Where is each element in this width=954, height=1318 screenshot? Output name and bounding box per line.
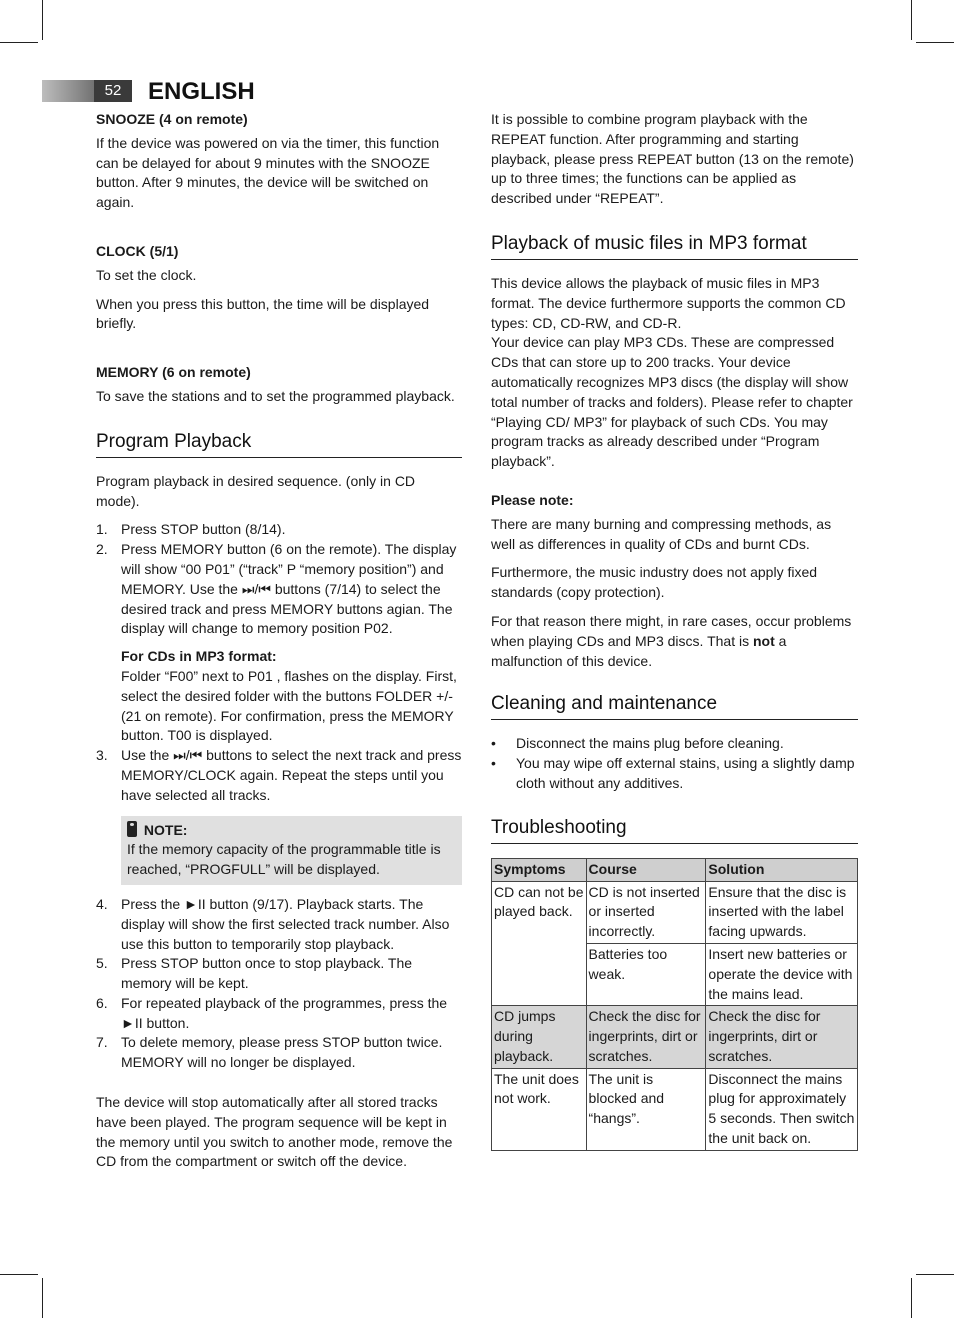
- step-number: 3.: [96, 747, 108, 764]
- step-number: 7.: [96, 1034, 108, 1051]
- crop-mark: [42, 1278, 43, 1318]
- list-item: [96, 540, 462, 746]
- mp3-sub-text: Folder “F00” next to P01 , flashes on the display. First, select the desired folder with the buttons FOLDER +/- (21 on remote). For confirmation, press the MEMORY button. T00 is displayed.: [121, 667, 457, 744]
- list-item: [96, 994, 462, 1034]
- note-3: For that reason there might, in rare cases, occur problems when playing CDs and MP3 discs. That is not a malfunction of this device.: [491, 612, 852, 669]
- step-number: 1.: [96, 521, 108, 538]
- solution-cell: Ensure that the disc is inserted with the label facing upwards.: [706, 881, 858, 943]
- course-cell: The unit is blocked and “hangs”.: [586, 1068, 706, 1150]
- mp3-heading: Playback of music files in MP3 format: [491, 232, 858, 260]
- clock-text-2: When you press this button, the time will be displayed briefly.: [96, 295, 430, 332]
- program-heading: Program Playback: [96, 430, 462, 458]
- symptom-cell: The unit does not work.: [492, 1068, 587, 1150]
- program-closing: The device will stop automatically after all stored tracks have been played. The program sequence will be kept in the memory until you switch to another mode, remove the CD from the compartment or switch off the device.: [96, 1094, 453, 1170]
- solution-cell: Disconnect the mains plug for approximately 5 seconds. Then switch the unit back on.: [706, 1068, 858, 1150]
- troubleshooting-heading: Troubleshooting: [491, 816, 858, 844]
- cleaning-heading: Cleaning and maintenance: [491, 692, 858, 720]
- clock-label: CLOCK (5/1): [96, 242, 179, 259]
- step-text: Press MEMORY button (6 on the remote). The display will show “00 P01” (“track” P “memory position”) and MEMORY. Use the ⏭/⏮ buttons (7/14) to select the desired track and press MEMORY buttons agian. The display will change to memory position P02.: [121, 541, 457, 637]
- list-item: [96, 895, 462, 954]
- page-number: 52: [94, 80, 132, 102]
- course-cell: Check the disc for ingerprints, dirt or scratches.: [586, 1006, 706, 1068]
- memory-text: To save the stations and to set the programmed playback.: [96, 387, 455, 404]
- step-number: 5.: [96, 955, 108, 972]
- language-title: ENGLISH: [148, 78, 255, 105]
- crop-mark: [42, 0, 43, 40]
- list-item: • You may wipe off external stains, using a slightly damp cloth without any additives.: [491, 754, 858, 794]
- course-cell: Batteries too weak.: [586, 943, 706, 1005]
- solution-cell: Check the disc for ingerprints, dirt or scratches.: [706, 1006, 858, 1068]
- table-row: [492, 1006, 858, 1068]
- symptom-cell: CD can not be played back.: [492, 881, 587, 1006]
- symptom-cell: CD jumps during playback.: [492, 1006, 587, 1068]
- list-item: • Disconnect the mains plug before cleaning.: [491, 734, 858, 754]
- list-item: [96, 1033, 462, 1073]
- info-icon: [127, 821, 137, 837]
- emphasis-not: not: [752, 632, 775, 649]
- list-item: [96, 954, 462, 994]
- crop-mark: [911, 0, 912, 40]
- clock-text-1: To set the clock.: [96, 266, 197, 283]
- step-text: Press STOP button once to stop playback. The memory will be kept.: [121, 955, 413, 992]
- step-number: 6.: [96, 994, 108, 1011]
- course-cell: CD is not inserted or inserted incorrectly.: [586, 881, 706, 943]
- step-number: 4.: [96, 895, 108, 912]
- list-item: [96, 746, 462, 805]
- column-header: Solution: [706, 858, 858, 881]
- note-text: If the memory capacity of the programmable title is reached, “PROGFULL” will be displayed.: [127, 841, 441, 878]
- note-1: There are many burning and compressing methods, as well as differences in quality of CDs and burnt CDs.: [491, 515, 832, 552]
- snooze-label: SNOOZE (4 on remote): [96, 111, 248, 127]
- program-steps-continued: [96, 895, 462, 1073]
- mp3-text-2: Your device can play MP3 CDs. These are compressed CDs that can store up to 200 tracks. Your device automatically recognizes MP3 discs (the display will show total number of tracks and folders). Please refer to chapter “Playing CD/ MP3” for playback of such CDs. You may program tracks as already described under “Program playback”.: [491, 334, 853, 470]
- column-header: Symptoms: [492, 858, 587, 881]
- table-row: [492, 1068, 858, 1150]
- column-header: Course: [586, 858, 706, 881]
- right-column: [491, 110, 858, 1151]
- table-header-row: [492, 858, 858, 881]
- table-row: [492, 881, 858, 943]
- step-text: To delete memory, please press STOP button twice. MEMORY will no longer be displayed.: [121, 1034, 443, 1071]
- step-text: For repeated playback of the programmes, press the ►II button.: [121, 994, 448, 1031]
- snooze-text: If the device was powered on via the timer, this function can be delayed for about 9 minutes with the SNOOZE button. After 9 minutes, the device will be switched on again.: [96, 134, 440, 211]
- cleaning-list: [491, 734, 858, 793]
- step-text: Use the ⏭/⏮ buttons to select the next track and press MEMORY/CLOCK again. Repeat the steps until you have selected all tracks.: [121, 747, 462, 803]
- crop-mark: [916, 42, 954, 43]
- troubleshooting-table: [491, 858, 858, 1151]
- memory-label: MEMORY (6 on remote): [96, 364, 251, 381]
- note-2: Furthermore, the music industry does not apply fixed standards (copy protection).: [491, 564, 818, 601]
- crop-mark: [0, 1274, 38, 1275]
- program-intro: Program playback in desired sequence. (only in CD mode).: [96, 472, 416, 509]
- step-text: Press the ►II button (9/17). Playback starts. The display will show the first selected track number. Also use this button to temporarily stop playback.: [121, 895, 450, 952]
- list-item: [96, 520, 462, 540]
- note-title: NOTE:: [143, 821, 188, 838]
- solution-cell: Insert new batteries or operate the device with the mains lead.: [706, 943, 858, 1005]
- crop-mark: [0, 42, 38, 43]
- mp3-sub-label: For CDs in MP3 format:: [121, 648, 277, 665]
- crop-mark: [916, 1274, 954, 1275]
- crop-mark: [911, 1278, 912, 1318]
- note-box: [121, 816, 462, 885]
- step-number: 2.: [96, 541, 108, 558]
- left-column: [96, 110, 462, 1181]
- step-text: Press STOP button (8/14).: [121, 521, 286, 538]
- mp3-text-1: This device allows the playback of music files in MP3 format. The device furthermore supports the common CD types: CD, CD-RW, and CD-R.: [491, 274, 846, 331]
- please-note-label: Please note:: [491, 491, 574, 508]
- repeat-text: It is possible to combine program playback with the REPEAT function. After programming and starting playback, please press REPEAT button (13 on the remote) up to three times; the functions can be applied as described under “REPEAT”.: [491, 111, 854, 207]
- program-steps: [96, 520, 462, 805]
